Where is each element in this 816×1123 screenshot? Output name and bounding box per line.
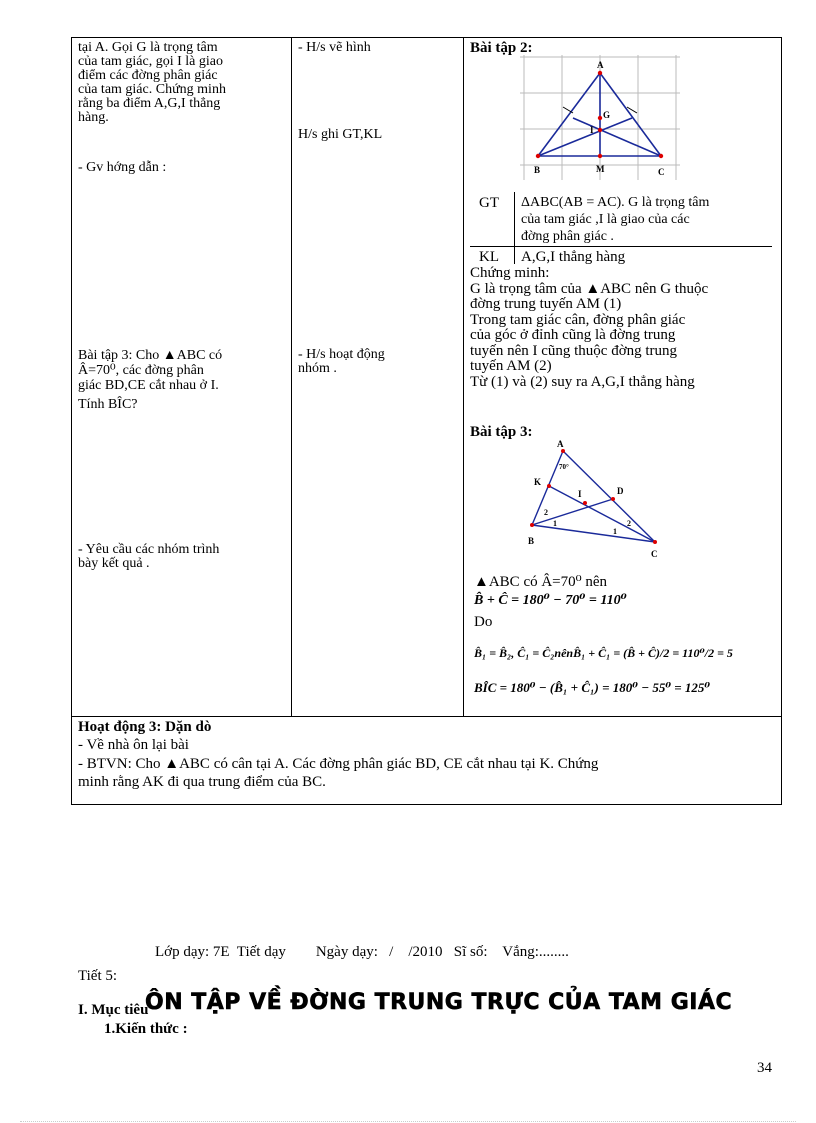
col1-intro [78, 41, 288, 125]
proof-line: Từ (1) và (2) suy ra A,G,I thẳng hàng [470, 373, 695, 390]
class-info: Lớp dạy: 7E Tiết dạy Ngày dạy: / /2010 Sĩ số: Vắng:........ [155, 944, 569, 960]
label2-I: I [578, 489, 582, 499]
gt-label: GT [479, 195, 499, 211]
col1-request [78, 543, 288, 571]
label2-D: D [617, 486, 624, 496]
gtkl-divider-h [470, 246, 772, 247]
hs-gtkl: H/s ghi GT,KL [298, 127, 383, 142]
label2-K: K [534, 477, 542, 487]
section-1: I. Mục tiêu [78, 1002, 149, 1018]
label2-B: B [528, 536, 535, 546]
label-G: G [603, 110, 611, 120]
intro-line: của tam giác, gọi I là giao [78, 54, 223, 69]
triangle [538, 73, 661, 156]
sol-line-2: B̂ + Ĉ = 180⁰ − 70⁰ = 110⁰ [474, 593, 627, 608]
proof-line: Trong tam giác cân, đờng phân giác [470, 311, 686, 328]
sol-line-3: Do [474, 614, 493, 630]
gt-line: của tam giác ,I là giao của các [521, 212, 690, 227]
hs-draw: - H/s vẽ hình [298, 40, 371, 55]
gt-line: ΔABC(AB = AC). G là trọng tâm [521, 195, 710, 210]
activity3-line3: minh rằng AK đi qua trung điểm của BC. [78, 774, 326, 790]
label2-m2a: 2 [544, 508, 548, 517]
kl-text: A,G,I thẳng hàng [521, 249, 626, 265]
activity3-line1: - Về nhà ôn lại bài [78, 737, 189, 753]
label2-m1b: 1 [613, 527, 617, 536]
sol-line-1: ▲ABC có Â=70⁰ nên [474, 574, 608, 590]
activity3-line2: - BTVN: Cho ▲ABC có cân tại A. Các đờng phân giác BD, CE cắt nhau tại K. Chứng [78, 756, 599, 772]
sol-line-4: B̂₁ = B̂₂, Ĉ₁ = Ĉ₂nênB̂₁ + Ĉ₁ = (B̂ + Ĉ)/2 = 110⁰/2 = 5 [474, 646, 733, 660]
lesson-number: Tiết 5: [78, 968, 118, 984]
lesson-heading: ÔN TẬP VỀ ĐỜNG TRUNG TRỰC CỦA TAM GIÁC [145, 990, 733, 1015]
intro-line: điểm các đờng phân giác [78, 68, 218, 83]
request-line: bày kết quả . [78, 556, 150, 571]
proof-line: đờng trung tuyến AM (1) [470, 296, 622, 312]
ex3-line: Tính BÎC? [78, 397, 138, 412]
hs-group [298, 348, 385, 376]
group-line: - H/s hoạt động [298, 347, 385, 362]
kl-label: KL [479, 249, 499, 265]
label2-angle: 70° [559, 463, 569, 471]
gt-line: đờng phân giác . [521, 229, 614, 244]
intro-line: rằng ba điểm A,G,I thẳng [78, 96, 221, 111]
intro-line: tại A. Gọi G là trọng tâm [78, 40, 218, 55]
proof-line: tuyến nên I cũng thuộc đờng trung [470, 342, 678, 359]
col1-ex3 [78, 348, 288, 412]
page-edge [20, 1121, 796, 1122]
activity3-title: Hoạt động 3: Dặn dò [78, 719, 212, 735]
gtkl-divider-v [514, 192, 515, 264]
ex3-title: Bài tập 3: [470, 424, 533, 440]
col-divider-2 [463, 37, 464, 716]
figure-isosceles-triangle [520, 55, 680, 180]
triangle2 [532, 451, 655, 542]
intro-line: hàng. [78, 110, 109, 125]
proof-line: Chứng minh: [470, 265, 550, 281]
ex3-line: Â=70⁰, các đờng phân [78, 363, 204, 378]
col-divider-1 [291, 37, 292, 716]
subsection: 1.Kiến thức : [104, 1021, 188, 1037]
label2-C: C [651, 549, 658, 559]
label2-m2b: 2 [627, 519, 631, 528]
intro-line: của tam giác. Chứng minh [78, 82, 226, 97]
label-I: I [590, 125, 594, 135]
figure-bisector-triangle [520, 435, 670, 560]
proof-line: của góc ở đỉnh cũng là đờng trung [470, 327, 676, 343]
label2-m1a: 1 [553, 519, 557, 528]
proof-line: G là trọng tâm của ▲ABC nên G thuộc [470, 280, 709, 297]
ex3-line: Bài tập 3: Cho ▲ABC có [78, 348, 223, 363]
label-B: B [534, 165, 541, 175]
label-C: C [658, 167, 665, 177]
sol-line-5: BÎC = 180⁰ − (B̂₁ + Ĉ₁) = 180⁰ − 55⁰ = 125⁰ [474, 680, 711, 695]
points2 [530, 449, 657, 544]
row-divider [71, 716, 782, 717]
label2-A: A [557, 439, 564, 449]
label-M: M [596, 164, 605, 174]
ex2-title: Bài tập 2: [470, 40, 533, 56]
label-A: A [597, 60, 604, 70]
ex3-line: giác BD,CE cắt nhau ở I. [78, 378, 219, 393]
proof [470, 266, 780, 390]
proof-line: tuyến AM (2) [470, 358, 552, 374]
request-line: - Yêu cầu các nhóm trình [78, 542, 220, 557]
group-line: nhóm . [298, 361, 337, 376]
page-number: 34 [757, 1060, 772, 1076]
gv-guide: - Gv hớng dẫn : [78, 160, 167, 175]
